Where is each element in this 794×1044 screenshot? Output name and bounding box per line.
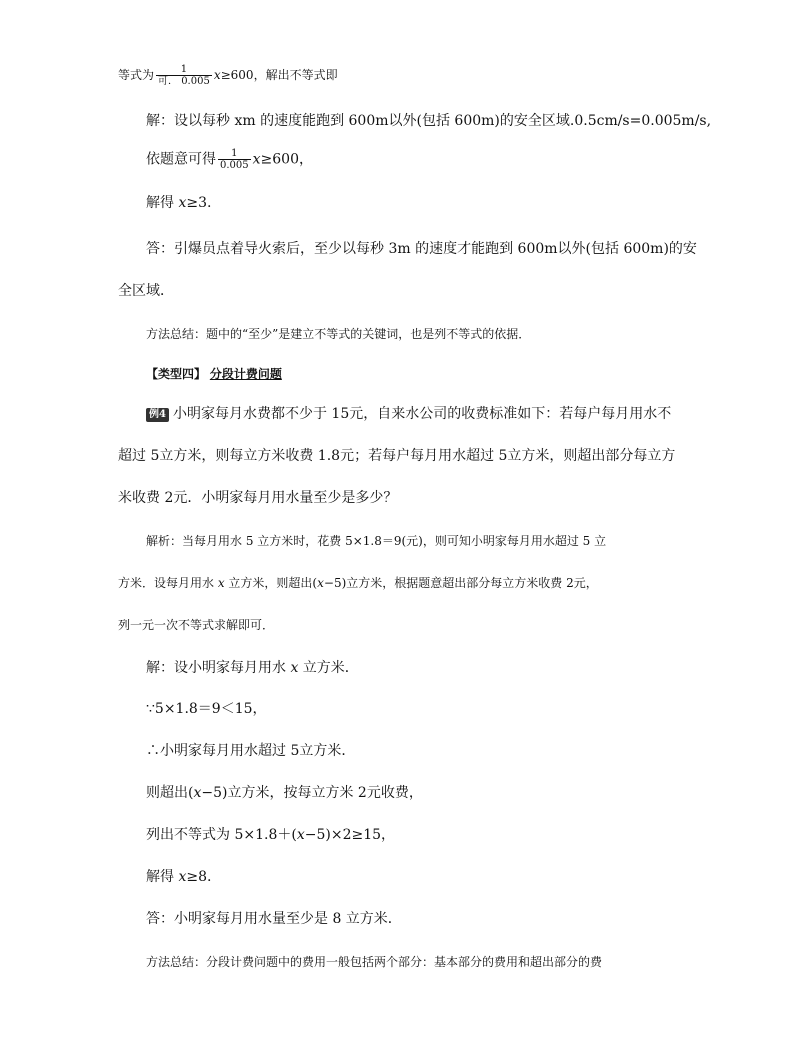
text: 立方米，则超出(	[224, 576, 318, 590]
method-summary: 方法总结：题中的“至少”是建立不等式的关键词，也是列不等式的依据．	[146, 327, 531, 341]
text: 依题意可得	[146, 151, 216, 168]
solution-let	[146, 659, 359, 677]
line-inequality-intro	[118, 64, 338, 87]
text: 列出不等式为 5×1.8＋(	[146, 827, 297, 843]
example-badge: 例4	[146, 408, 169, 422]
variable: x	[290, 660, 299, 676]
text: ≥3.	[186, 195, 212, 211]
analysis-line-3: 列一元一次不等式求解即可．	[118, 618, 275, 632]
text: −5)×2≥15，	[304, 827, 396, 843]
text: 解得	[146, 195, 179, 211]
text: 解：设小明家每月用水	[146, 660, 291, 676]
analysis-line-2	[118, 574, 598, 592]
text: 解得	[146, 869, 179, 885]
text: −5)立方米，根据题意超出部分每立方米收费 2元，	[323, 576, 598, 590]
text: 方米．设每月用水	[118, 576, 218, 590]
heading-title: 分段计费问题	[209, 367, 282, 381]
method-summary-2: 方法总结：分段计费问题中的费用一般包括两个部分：基本部分的费用和超出部分的费	[146, 955, 603, 969]
variable: x	[178, 195, 187, 211]
text: 立方米．	[298, 660, 359, 676]
section-heading	[146, 365, 282, 383]
variable: x	[213, 68, 221, 82]
text: 则超出(	[146, 785, 194, 801]
text: ≥600，解出不等式即	[220, 68, 338, 82]
example-problem-line-3: 米收费 2元．小明家每月用水量至少是多少？	[118, 490, 398, 506]
solution-result	[146, 868, 211, 886]
answer-line-2: 全区域．	[118, 283, 174, 299]
line-inequality	[146, 148, 313, 171]
solution-answer: 答：小明家每月用水量至少是 8 立方米．	[146, 911, 402, 927]
analysis-line-1: 解析：当每月用水 5 立方米时，花费 5×1.8＝9(元)，则可知小明家每月用水超过 5 立	[146, 534, 607, 548]
variable: x	[252, 151, 261, 168]
solution-because: ∵5×1.8＝9＜15，	[146, 701, 267, 717]
solution-setup: 解：设以每秒 xm 的速度能跑到 600m以外(包括 600m)的安全区域.0.5cm/s=0.005m/s,	[146, 113, 712, 129]
text: −5)立方米，按每立方米 2元收费，	[201, 785, 423, 801]
variable: x	[178, 869, 187, 885]
text: 等式为	[118, 68, 155, 82]
text: ≥600，	[260, 151, 313, 168]
variable: x	[193, 785, 202, 801]
variable: x	[217, 576, 225, 590]
fraction-denominator: 0.005	[220, 160, 249, 171]
variable: x	[317, 576, 324, 590]
fraction	[156, 64, 212, 87]
variable: x	[296, 827, 305, 843]
solution-excess	[146, 784, 423, 802]
text: ≥8.	[186, 869, 212, 885]
solve-result	[146, 194, 211, 212]
fraction-numerator: 1	[218, 148, 251, 160]
fraction	[218, 148, 251, 171]
example-problem-line-2: 超过 5立方米，则每立方米收费 1.8元；若每户每月用水超过 5立方米，则超出部分每立方	[118, 448, 676, 464]
fraction-numerator: 1	[156, 64, 212, 76]
answer-line-1: 答：引爆员点着导火索后，至少以每秒 3m 的速度才能跑到 600m以外(包括 600m)的安	[146, 241, 697, 257]
solution-inequality	[146, 826, 395, 844]
heading-tag: 【类型四】	[146, 367, 207, 381]
solution-therefore: ∴小明家每月用水超过 5立方米．	[146, 743, 356, 759]
text: 小明家每月水费都不少于 15元，自来水公司的收费标准如下：若每户每月用水不	[172, 406, 672, 422]
example-problem-line-1	[146, 405, 671, 423]
fraction-denominator: 可． 0.005	[158, 76, 210, 87]
